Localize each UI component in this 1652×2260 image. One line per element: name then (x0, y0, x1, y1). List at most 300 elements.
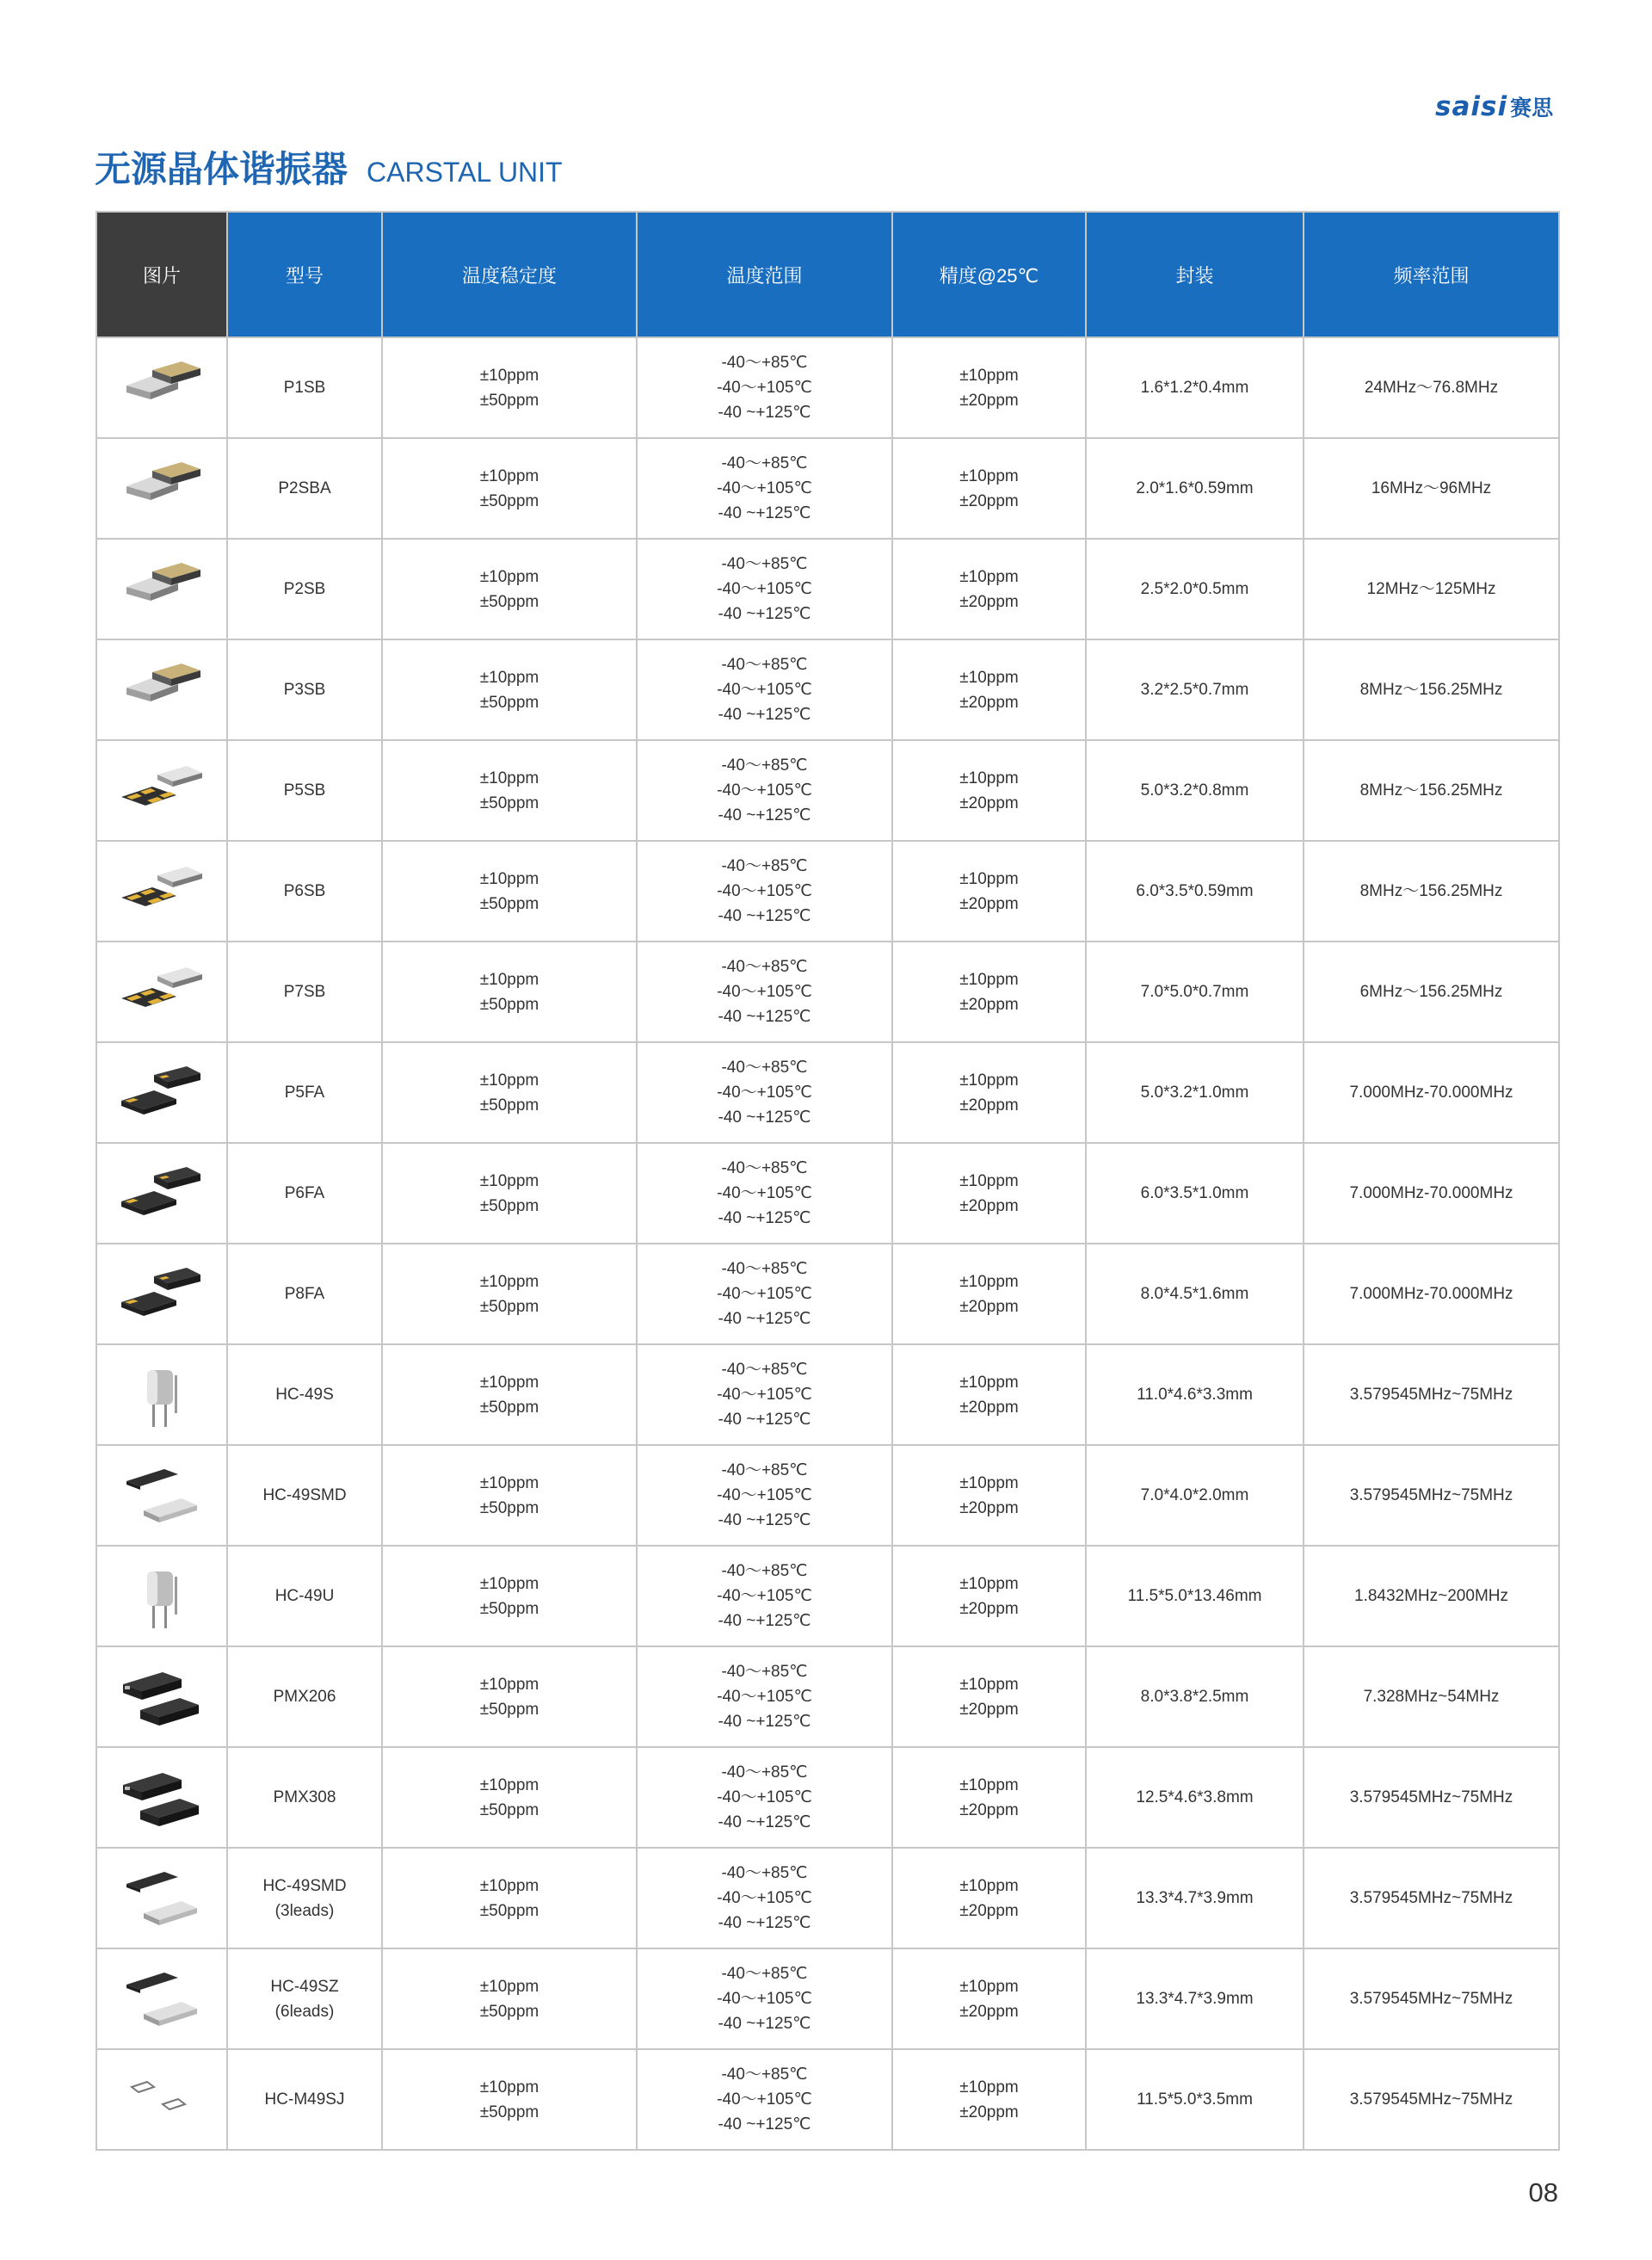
product-image-cell (96, 438, 227, 539)
stability-cell (382, 1244, 637, 1344)
product-image-cell (96, 1143, 227, 1244)
pmx-crystal-icon (114, 1660, 209, 1734)
stability-cell (382, 740, 637, 841)
temp-range-line: -40～+85℃ (721, 1763, 808, 1781)
model-cell (227, 1948, 382, 2049)
through-hole-crystal-icon (114, 1358, 209, 1432)
temp-range-cell (637, 639, 892, 740)
stability-line: ±10ppm (479, 567, 539, 586)
product-image-cell (96, 1244, 227, 1344)
page-title (95, 141, 563, 193)
accuracy-line: ±20ppm (959, 793, 1019, 812)
stability-cell (382, 1848, 637, 1948)
stability-line: ±50ppm (479, 592, 539, 611)
temp-range-line: -40～+85℃ (721, 354, 808, 372)
model-line: HC-49SZ (270, 1977, 339, 1996)
accuracy-line: ±20ppm (959, 693, 1019, 712)
model-line: P5SB (283, 781, 326, 800)
package-cell: 2.0*1.6*0.59mm (1086, 438, 1304, 539)
stability-cell (382, 1546, 637, 1646)
temp-range-cell (637, 1848, 892, 1948)
hc49smd-crystal-icon (114, 1862, 209, 1936)
temp-range-line: -40～+105℃ (717, 379, 812, 397)
product-image-cell (96, 1848, 227, 1948)
temp-range-line: -40 ~+125℃ (718, 1914, 811, 1932)
stability-cell (382, 1646, 637, 1747)
model-cell (227, 1344, 382, 1445)
temp-range-cell (637, 740, 892, 841)
temp-range-line: -40～+105℃ (717, 1285, 812, 1303)
accuracy-line: ±10ppm (959, 1473, 1019, 1492)
temp-range-line: -40～+85℃ (721, 1663, 808, 1681)
temp-range-line: -40 ~+125℃ (718, 1612, 811, 1630)
table-row (96, 1747, 1559, 1848)
product-image-cell (96, 639, 227, 740)
logo-text-cn: 赛思 (1510, 96, 1554, 120)
smd-crystal-gold-pad-icon (114, 754, 209, 828)
accuracy-line: ±10ppm (959, 869, 1019, 888)
logo-text-en: saisi (1435, 91, 1508, 122)
freq-range-cell: 8MHz～156.25MHz (1304, 841, 1559, 942)
model-cell (227, 1042, 382, 1143)
column-header-accuracy: 精度@25℃ (892, 212, 1086, 337)
temp-range-line: -40～+85℃ (721, 1059, 808, 1077)
accuracy-cell (892, 438, 1086, 539)
temp-range-line: -40～+105℃ (717, 1386, 812, 1404)
accuracy-line: ±10ppm (959, 668, 1019, 687)
product-image-cell (96, 942, 227, 1042)
freq-range-cell: 24MHz～76.8MHz (1304, 337, 1559, 438)
model-line: P2SBA (278, 479, 331, 497)
stability-line: ±50ppm (479, 793, 539, 812)
accuracy-line: ±20ppm (959, 1297, 1019, 1316)
accuracy-line: ±20ppm (959, 1398, 1019, 1417)
stability-line: ±50ppm (479, 1398, 539, 1417)
temp-range-line: -40～+105℃ (717, 681, 812, 699)
temp-range-line: -40 ~+125℃ (718, 1411, 811, 1429)
freq-range-cell: 3.579545MHz~75MHz (1304, 1948, 1559, 2049)
model-line: P7SB (283, 983, 326, 1001)
stability-line: ±50ppm (479, 1196, 539, 1215)
package-cell: 11.5*5.0*3.5mm (1086, 2049, 1304, 2150)
model-cell (227, 1546, 382, 1646)
temp-range-line: -40 ~+125℃ (718, 907, 811, 925)
accuracy-line: ±20ppm (959, 491, 1019, 510)
temp-range-cell (637, 1042, 892, 1143)
accuracy-cell (892, 639, 1086, 740)
table-row (96, 1546, 1559, 1646)
model-line: P6FA (284, 1184, 325, 1202)
product-image-cell (96, 1344, 227, 1445)
accuracy-line: ±10ppm (959, 567, 1019, 586)
freq-range-cell: 3.579545MHz~75MHz (1304, 1445, 1559, 1546)
temp-range-cell (637, 1747, 892, 1848)
stability-line: ±50ppm (479, 1096, 539, 1115)
temp-range-line: -40 ~+125℃ (718, 1310, 811, 1328)
stability-cell (382, 942, 637, 1042)
table-header-row (96, 212, 1559, 337)
package-cell: 11.0*4.6*3.3mm (1086, 1344, 1304, 1445)
product-image-cell (96, 1646, 227, 1747)
package-cell: 11.5*5.0*13.46mm (1086, 1546, 1304, 1646)
product-image-cell (96, 1042, 227, 1143)
product-image-cell (96, 1546, 227, 1646)
table-row (96, 1244, 1559, 1344)
package-cell: 5.0*3.2*1.0mm (1086, 1042, 1304, 1143)
temp-range-cell (637, 1244, 892, 1344)
temp-range-line: -40～+85℃ (721, 656, 808, 674)
model-cell (227, 841, 382, 942)
package-cell: 6.0*3.5*0.59mm (1086, 841, 1304, 942)
stability-line: ±50ppm (479, 894, 539, 913)
stability-line: ±10ppm (479, 1876, 539, 1895)
temp-range-line: -40 ~+125℃ (718, 1713, 811, 1731)
stability-line: ±50ppm (479, 491, 539, 510)
stability-line: ±10ppm (479, 1272, 539, 1291)
accuracy-line: ±10ppm (959, 769, 1019, 787)
smd-crystal-icon (114, 653, 209, 727)
stability-line: ±10ppm (479, 1977, 539, 1996)
accuracy-cell (892, 841, 1086, 942)
stability-cell (382, 639, 637, 740)
stability-cell (382, 1445, 637, 1546)
package-cell: 7.0*5.0*0.7mm (1086, 942, 1304, 1042)
stability-line: ±50ppm (479, 1800, 539, 1819)
model-line: (6leads) (274, 2002, 335, 2021)
temp-range-line: -40～+105℃ (717, 580, 812, 598)
temp-range-line: -40 ~+125℃ (718, 404, 811, 422)
model-cell (227, 1143, 382, 1244)
accuracy-line: ±10ppm (959, 466, 1019, 485)
model-line: PMX206 (273, 1688, 336, 1706)
accuracy-line: ±20ppm (959, 995, 1019, 1014)
model-cell (227, 639, 382, 740)
temp-range-line: -40 ~+125℃ (718, 1108, 811, 1127)
temp-range-line: -40～+85℃ (721, 1361, 808, 1379)
temp-range-cell (637, 942, 892, 1042)
table-row (96, 1445, 1559, 1546)
spec-table (96, 211, 1560, 2151)
temp-range-cell (637, 1546, 892, 1646)
pmx-crystal-icon (114, 1761, 209, 1835)
accuracy-cell (892, 1042, 1086, 1143)
temp-range-line: -40～+85℃ (721, 1864, 808, 1882)
accuracy-line: ±10ppm (959, 1977, 1019, 1996)
accuracy-line: ±10ppm (959, 1574, 1019, 1593)
temp-range-line: -40 ~+125℃ (718, 806, 811, 824)
accuracy-line: ±20ppm (959, 1498, 1019, 1517)
temp-range-line: -40～+85℃ (721, 454, 808, 472)
brand-logo (1435, 91, 1553, 126)
accuracy-line: ±20ppm (959, 1196, 1019, 1215)
temp-range-line: -40 ~+125℃ (718, 1008, 811, 1026)
column-header-stability: 温度稳定度 (382, 212, 637, 337)
table-row (96, 841, 1559, 942)
accuracy-line: ±10ppm (959, 1876, 1019, 1895)
accuracy-line: ±20ppm (959, 1901, 1019, 1920)
temp-range-line: -40～+105℃ (717, 479, 812, 497)
accuracy-line: ±10ppm (959, 1272, 1019, 1291)
accuracy-line: ±10ppm (959, 1675, 1019, 1694)
table-row (96, 539, 1559, 639)
temp-range-cell (637, 1948, 892, 2049)
package-cell: 8.0*3.8*2.5mm (1086, 1646, 1304, 1747)
dark-smd-crystal-icon (114, 1056, 209, 1130)
stability-line: ±10ppm (479, 1775, 539, 1794)
smd-crystal-icon (114, 351, 209, 425)
package-cell: 8.0*4.5*1.6mm (1086, 1244, 1304, 1344)
model-cell (227, 2049, 382, 2150)
freq-range-cell: 3.579545MHz~75MHz (1304, 1747, 1559, 1848)
stability-line: ±10ppm (479, 2078, 539, 2096)
product-image-cell (96, 740, 227, 841)
stability-cell (382, 1747, 637, 1848)
temp-range-line: -40～+105℃ (717, 1486, 812, 1504)
temp-range-line: -40～+105℃ (717, 1688, 812, 1706)
model-cell (227, 740, 382, 841)
table-row (96, 1344, 1559, 1445)
stability-line: ±50ppm (479, 693, 539, 712)
stability-line: ±10ppm (479, 1473, 539, 1492)
package-cell: 12.5*4.6*3.8mm (1086, 1747, 1304, 1848)
model-cell (227, 1747, 382, 1848)
model-cell (227, 1848, 382, 1948)
freq-range-cell: 3.579545MHz~75MHz (1304, 1344, 1559, 1445)
temp-range-cell (637, 1344, 892, 1445)
stability-cell (382, 337, 637, 438)
temp-range-line: -40 ~+125℃ (718, 605, 811, 623)
stability-line: ±50ppm (479, 1297, 539, 1316)
stability-line: ±10ppm (479, 1574, 539, 1593)
product-image-cell (96, 337, 227, 438)
temp-range-line: -40～+85℃ (721, 2065, 808, 2084)
hc49smd-crystal-icon (114, 1459, 209, 1533)
model-line: P8FA (284, 1285, 325, 1303)
product-image-cell (96, 2049, 227, 2150)
freq-range-cell: 12MHz～125MHz (1304, 539, 1559, 639)
package-cell: 1.6*1.2*0.4mm (1086, 337, 1304, 438)
package-cell: 3.2*2.5*0.7mm (1086, 639, 1304, 740)
package-cell: 5.0*3.2*0.8mm (1086, 740, 1304, 841)
table-row (96, 942, 1559, 1042)
temp-range-line: -40～+105℃ (717, 1084, 812, 1102)
stability-cell (382, 841, 637, 942)
model-cell (227, 1244, 382, 1344)
table-row (96, 438, 1559, 539)
stability-line: ±10ppm (479, 668, 539, 687)
accuracy-line: ±10ppm (959, 970, 1019, 989)
temp-range-line: -40～+85℃ (721, 555, 808, 573)
accuracy-cell (892, 1546, 1086, 1646)
accuracy-cell (892, 1344, 1086, 1445)
accuracy-line: ±20ppm (959, 1700, 1019, 1719)
accuracy-cell (892, 942, 1086, 1042)
package-cell: 13.3*4.7*3.9mm (1086, 1948, 1304, 2049)
stability-cell (382, 1042, 637, 1143)
stability-cell (382, 1948, 637, 2049)
table-row (96, 1646, 1559, 1747)
accuracy-cell (892, 1143, 1086, 1244)
temp-range-cell (637, 337, 892, 438)
accuracy-cell (892, 1445, 1086, 1546)
product-image-cell (96, 841, 227, 942)
outline-crystal-icon (114, 2063, 209, 2137)
model-cell (227, 942, 382, 1042)
model-line: (3leads) (274, 1901, 335, 1920)
temp-range-line: -40 ~+125℃ (718, 2015, 811, 2033)
temp-range-line: -40～+105℃ (717, 2090, 812, 2109)
table-row (96, 1948, 1559, 2049)
freq-range-cell: 16MHz～96MHz (1304, 438, 1559, 539)
accuracy-line: ±10ppm (959, 366, 1019, 385)
temp-range-line: -40～+105℃ (717, 781, 812, 800)
product-image-cell (96, 1747, 227, 1848)
model-line: HC-49U (274, 1587, 335, 1605)
stability-line: ±10ppm (479, 1675, 539, 1694)
temp-range-line: -40 ~+125℃ (718, 706, 811, 724)
freq-range-cell: 3.579545MHz~75MHz (1304, 2049, 1559, 2150)
accuracy-cell (892, 1244, 1086, 1344)
temp-range-line: -40 ~+125℃ (718, 2115, 811, 2133)
freq-range-cell: 1.8432MHz~200MHz (1304, 1546, 1559, 1646)
stability-line: ±10ppm (479, 1071, 539, 1090)
model-line: P2SB (283, 580, 326, 598)
model-cell (227, 539, 382, 639)
table-row (96, 1848, 1559, 1948)
stability-line: ±10ppm (479, 1171, 539, 1190)
model-line: P6SB (283, 882, 326, 900)
stability-cell (382, 539, 637, 639)
package-cell: 6.0*3.5*1.0mm (1086, 1143, 1304, 1244)
temp-range-cell (637, 2049, 892, 2150)
smd-crystal-icon (114, 553, 209, 627)
smd-crystal-gold-pad-icon (114, 955, 209, 1029)
temp-range-line: -40 ~+125℃ (718, 1209, 811, 1227)
accuracy-cell (892, 1848, 1086, 1948)
temp-range-line: -40～+105℃ (717, 983, 812, 1001)
temp-range-line: -40～+105℃ (717, 1889, 812, 1907)
stability-line: ±50ppm (479, 391, 539, 410)
model-line: P1SB (283, 379, 326, 397)
through-hole-crystal-icon (114, 1559, 209, 1633)
smd-crystal-gold-pad-icon (114, 855, 209, 929)
temp-range-cell (637, 438, 892, 539)
product-image-cell (96, 1948, 227, 2049)
temp-range-line: -40～+85℃ (721, 1562, 808, 1580)
freq-range-cell: 7.328MHz~54MHz (1304, 1646, 1559, 1747)
stability-line: ±50ppm (479, 1498, 539, 1517)
accuracy-line: ±20ppm (959, 1599, 1019, 1618)
column-header-package: 封装 (1086, 212, 1304, 337)
temp-range-line: -40～+105℃ (717, 1788, 812, 1806)
accuracy-line: ±20ppm (959, 391, 1019, 410)
stability-line: ±10ppm (479, 466, 539, 485)
freq-range-cell: 7.000MHz-70.000MHz (1304, 1244, 1559, 1344)
freq-range-cell: 7.000MHz-70.000MHz (1304, 1042, 1559, 1143)
stability-line: ±50ppm (479, 995, 539, 1014)
accuracy-line: ±10ppm (959, 1373, 1019, 1392)
temp-range-cell (637, 841, 892, 942)
temp-range-line: -40～+85℃ (721, 1260, 808, 1278)
page-title-cn: 无源晶体谐振器 (95, 148, 348, 190)
temp-range-line: -40～+105℃ (717, 882, 812, 900)
temp-range-line: -40～+85℃ (721, 1159, 808, 1177)
model-cell (227, 438, 382, 539)
dark-smd-crystal-icon (114, 1257, 209, 1331)
column-header-model: 型号 (227, 212, 382, 337)
hc49smd-crystal-icon (114, 1962, 209, 2036)
accuracy-cell (892, 1948, 1086, 2049)
stability-cell (382, 2049, 637, 2150)
stability-cell (382, 1344, 637, 1445)
model-line: HC-M49SJ (264, 2090, 345, 2109)
accuracy-cell (892, 2049, 1086, 2150)
model-cell (227, 337, 382, 438)
page-title-en: CARSTAL UNIT (367, 157, 563, 188)
stability-line: ±10ppm (479, 869, 539, 888)
accuracy-cell (892, 1646, 1086, 1747)
smd-crystal-icon (114, 452, 209, 526)
accuracy-line: ±20ppm (959, 2103, 1019, 2121)
temp-range-line: -40～+85℃ (721, 958, 808, 976)
table-row (96, 639, 1559, 740)
stability-line: ±50ppm (479, 1901, 539, 1920)
table-row (96, 740, 1559, 841)
package-cell: 2.5*2.0*0.5mm (1086, 539, 1304, 639)
temp-range-cell (637, 1143, 892, 1244)
temp-range-line: -40 ~+125℃ (718, 1511, 811, 1529)
stability-line: ±50ppm (479, 1700, 539, 1719)
accuracy-line: ±10ppm (959, 2078, 1019, 2096)
model-line: HC-49S (275, 1386, 334, 1404)
temp-range-cell (637, 539, 892, 639)
stability-line: ±10ppm (479, 769, 539, 787)
table-row (96, 337, 1559, 438)
accuracy-cell (892, 337, 1086, 438)
model-line: HC-49SMD (262, 1876, 347, 1895)
temp-range-line: -40～+85℃ (721, 857, 808, 875)
table-row (96, 1143, 1559, 1244)
freq-range-cell: 7.000MHz-70.000MHz (1304, 1143, 1559, 1244)
model-line: PMX308 (273, 1788, 336, 1806)
temp-range-line: -40～+105℃ (717, 1990, 812, 2008)
accuracy-line: ±20ppm (959, 592, 1019, 611)
package-cell: 7.0*4.0*2.0mm (1086, 1445, 1304, 1546)
stability-cell (382, 438, 637, 539)
freq-range-cell: 8MHz～156.25MHz (1304, 740, 1559, 841)
temp-range-cell (637, 1445, 892, 1546)
column-header-temp-range: 温度范围 (637, 212, 892, 337)
temp-range-line: -40 ~+125℃ (718, 1813, 811, 1831)
accuracy-line: ±20ppm (959, 1800, 1019, 1819)
accuracy-line: ±20ppm (959, 1096, 1019, 1115)
dark-smd-crystal-icon (114, 1157, 209, 1231)
temp-range-line: -40～+105℃ (717, 1587, 812, 1605)
column-header-freq-range: 频率范围 (1304, 212, 1559, 337)
freq-range-cell: 6MHz～156.25MHz (1304, 942, 1559, 1042)
temp-range-cell (637, 1646, 892, 1747)
accuracy-cell (892, 539, 1086, 639)
accuracy-line: ±10ppm (959, 1775, 1019, 1794)
model-cell (227, 1646, 382, 1747)
table-row (96, 1042, 1559, 1143)
table-row (96, 2049, 1559, 2150)
stability-line: ±10ppm (479, 1373, 539, 1392)
column-header-picture: 图片 (96, 212, 227, 337)
model-cell (227, 1445, 382, 1546)
stability-line: ±50ppm (479, 2002, 539, 2021)
product-image-cell (96, 1445, 227, 1546)
